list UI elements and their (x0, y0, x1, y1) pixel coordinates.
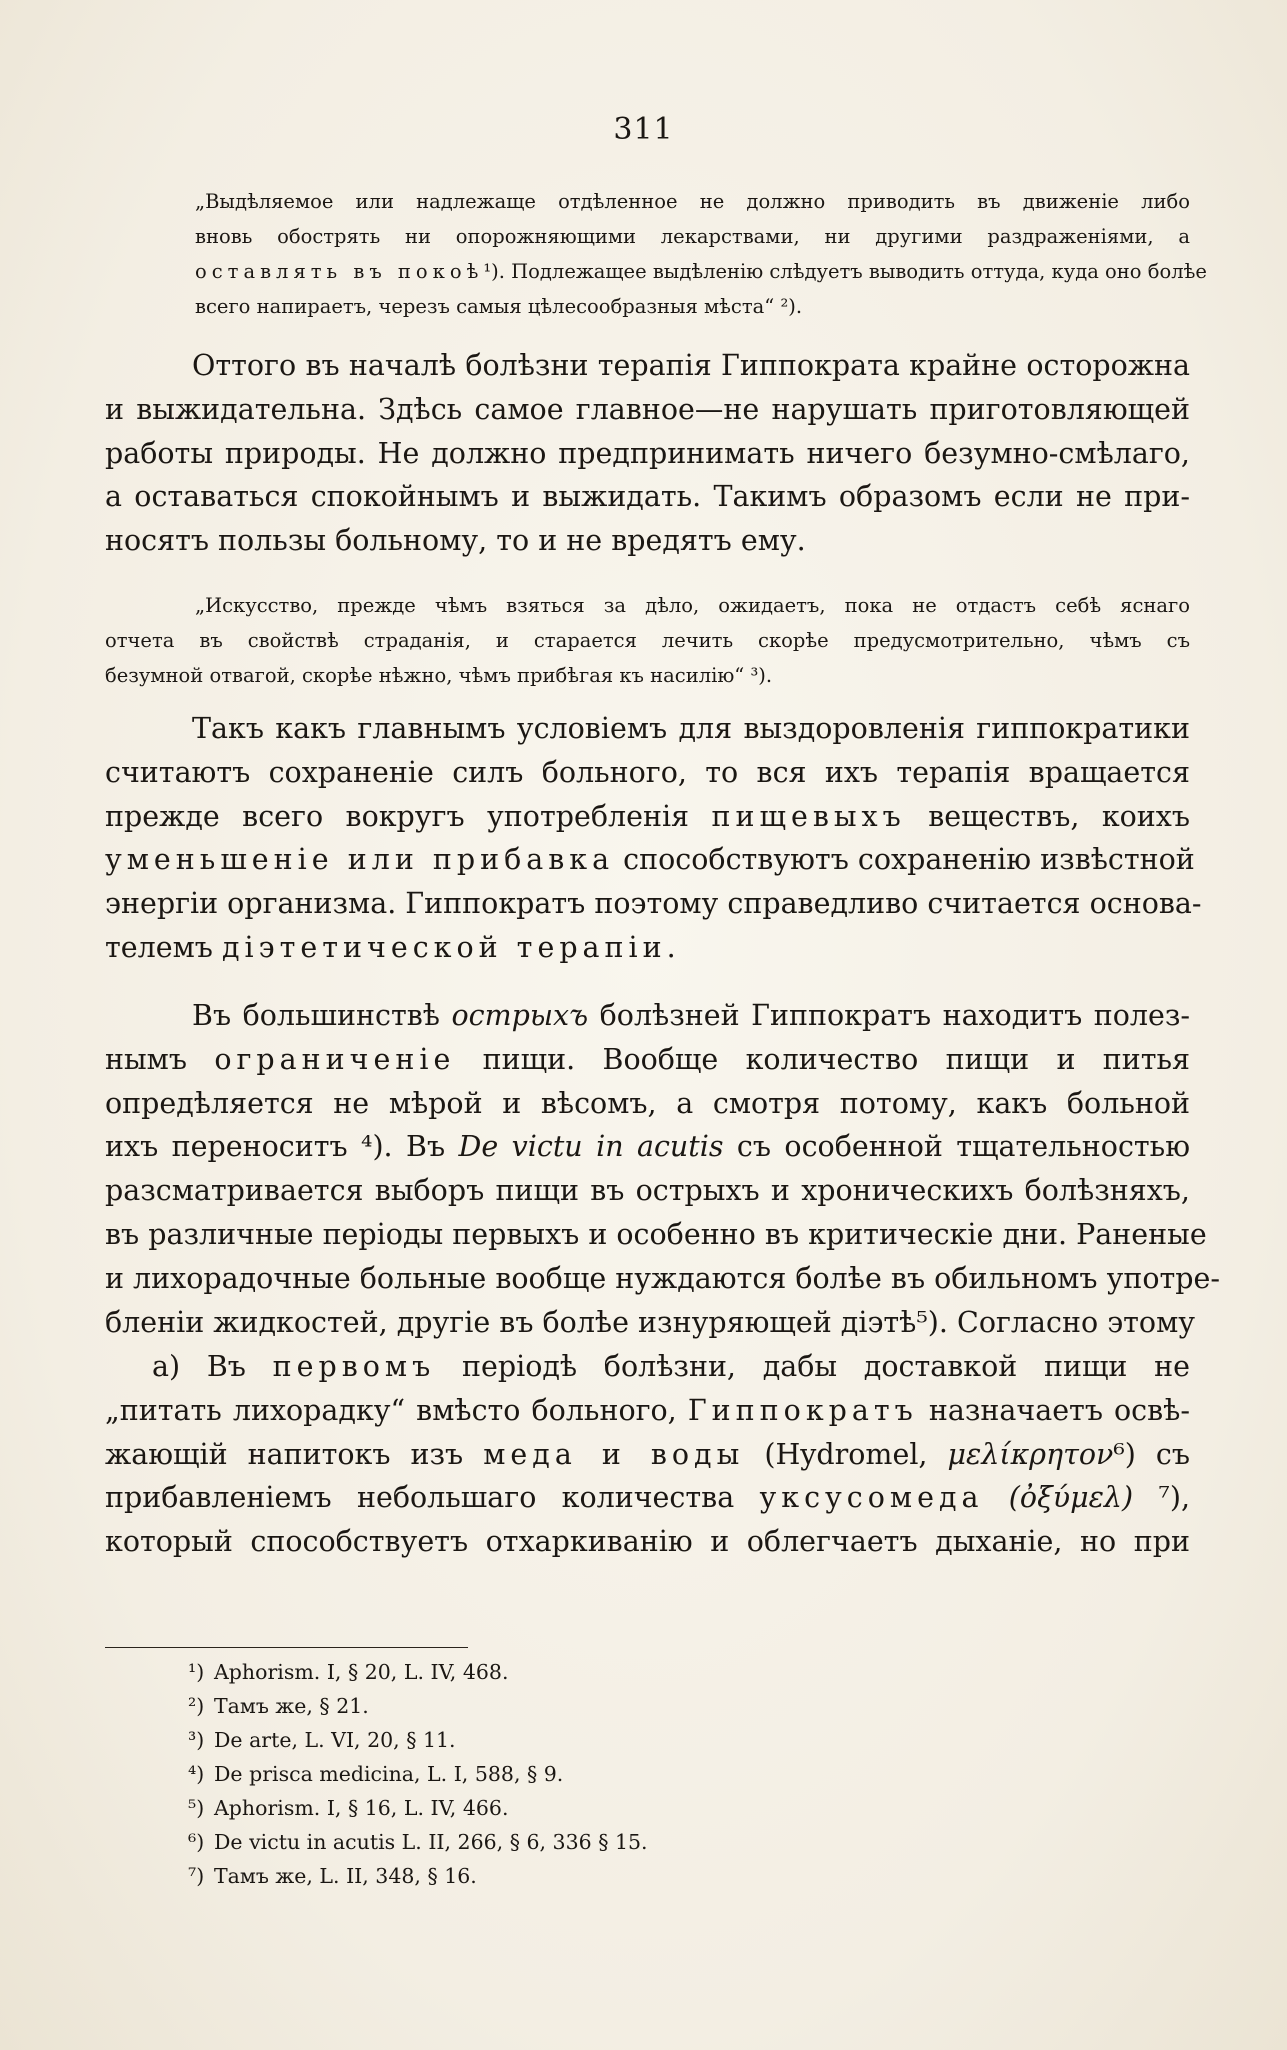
text-line: бленіи жидкостей, другіе въ болѣе изнуряющей діэтѣ⁵). Согласно этому (105, 1305, 1196, 1339)
text-line: и лихорадочные больные вообще нуждаются болѣе въ обильномъ употре- (105, 1261, 1221, 1295)
page-number: 311 (613, 112, 674, 147)
footnote-5: ⁵) Aphorism. I, § 16, L. IV, 466. (188, 1796, 509, 1820)
paragraph-acute-diseases (105, 994, 1221, 1344)
paragraph-therapy-caution (105, 344, 1190, 563)
text-line: опредѣляется не мѣрой и вѣсомъ, а смотря потому, какъ больной (105, 1086, 1190, 1120)
text-line: прибавленіемъ небольшаго количества уксусомеда (ὀξύμελ) ⁷), (105, 1481, 1191, 1515)
footnotes (188, 1655, 648, 1893)
quote-line: вновь обострять ни опорожняющими лекарствами, ни другими раздраженіями, а (195, 225, 1190, 248)
text-line: нымъ ограниченіе пищи. Вообще количество пищи и питья (105, 1042, 1191, 1076)
text-line: Въ большинствѣ острыхъ болѣзней Гиппократъ находитъ полез- (192, 999, 1191, 1032)
text-line: и выжидательна. Здѣсь самое главное—не нарушать приготовляющей (105, 392, 1190, 426)
quote-line: всего напираетъ, черезъ самыя цѣлесообразныя мѣста“ ²). (195, 295, 803, 318)
text-line: разсматривается выборъ пищи въ острыхъ и хроническихъ болѣзняхъ, (105, 1174, 1190, 1208)
text-line: прежде всего вокругъ употребленія пищевыхъ веществъ, коихъ (105, 799, 1191, 833)
footnote-divider (105, 1647, 468, 1648)
text-line: телемъ діэтетической терапіи. (105, 930, 681, 964)
quote-aphorism (105, 184, 1207, 324)
text-line: считаютъ сохраненіе силъ больного, то вся ихъ терапія вращается (105, 755, 1190, 789)
text-line: въ различные періоды первыхъ и особенно въ критическіе дни. Раненые (105, 1217, 1207, 1251)
footnote-1: ¹) Aphorism. I, § 20, L. IV, 468. (188, 1660, 509, 1684)
footnote-4: ⁴) De prisca medicina, L. I, 588, § 9. (188, 1762, 564, 1786)
text-line: Такъ какъ главнымъ условіемъ для выздоровленія гиппократики (192, 712, 1190, 745)
quote-line: „Выдѣляемое или надлежаще отдѣленное не должно приводить въ движеніе либо (195, 190, 1190, 213)
text-line: „питать лихорадку“ вмѣсто больного, Гиппократъ назначаетъ освѣ- (105, 1393, 1190, 1427)
footnote-6: ⁶) De victu in acutis L. II, 266, § 6, 336 § 15. (188, 1830, 648, 1854)
text-line: ихъ переноситъ ⁴). Въ De victu in acutis съ особенной тщательностью (105, 1130, 1191, 1164)
footnote-2: ²) Тамъ же, § 21. (188, 1694, 369, 1718)
footnote-3: ³) De arte, L. VI, 20, § 11. (188, 1728, 456, 1752)
text-line: носятъ пользы больному, то и не вредятъ ему. (105, 524, 806, 558)
text-line: а оставаться спокойнымъ и выжидать. Такимъ образомъ если не при- (105, 480, 1190, 514)
footnote-7: ⁷) Тамъ же, L. II, 348, § 16. (188, 1864, 477, 1888)
text-line: жающій напитокъ изъ меда и воды (Hydromel, μελίκρητον⁶) съ (105, 1437, 1191, 1471)
text-line: Оттого въ началѣ болѣзни терапія Гиппократа крайне осторожна (192, 349, 1190, 382)
quote-line: безумной отвагой, скорѣе нѣжно, чѣмъ прибѣгая къ насилію“ ³). (105, 664, 773, 687)
paragraph-diet (105, 707, 1202, 970)
text-line: а) Въ первомъ періодѣ болѣзни, дабы доставкой пищи не (152, 1350, 1191, 1383)
quote-line: оставлять въ покоѣ¹). Подлежащее выдѣленію слѣдуетъ выводить оттуда, куда оно болѣе (195, 260, 1207, 283)
paragraph-first-period (105, 1345, 1190, 1564)
text-line: уменьшеніе или прибавка способствуютъ сохраненію извѣстной (105, 843, 1195, 877)
text-line: энергіи организма. Гиппократъ поэтому справедливо считается основа- (105, 887, 1202, 921)
text-line: работы природы. Не должно предпринимать ничего безумно-смѣлаго, (105, 436, 1190, 470)
quote-art (105, 588, 1190, 693)
quote-line: отчета въ свойствѣ страданія, и старается лечить скорѣе предусмотрительно, чѣмъ съ (105, 629, 1190, 652)
quote-line: „Искусство, прежде чѣмъ взяться за дѣло, ожидаетъ, пока не отдастъ себѣ яснаго (195, 594, 1190, 617)
text-line: который способствуетъ отхаркиванію и облегчаетъ дыханіе, но при (105, 1525, 1190, 1559)
